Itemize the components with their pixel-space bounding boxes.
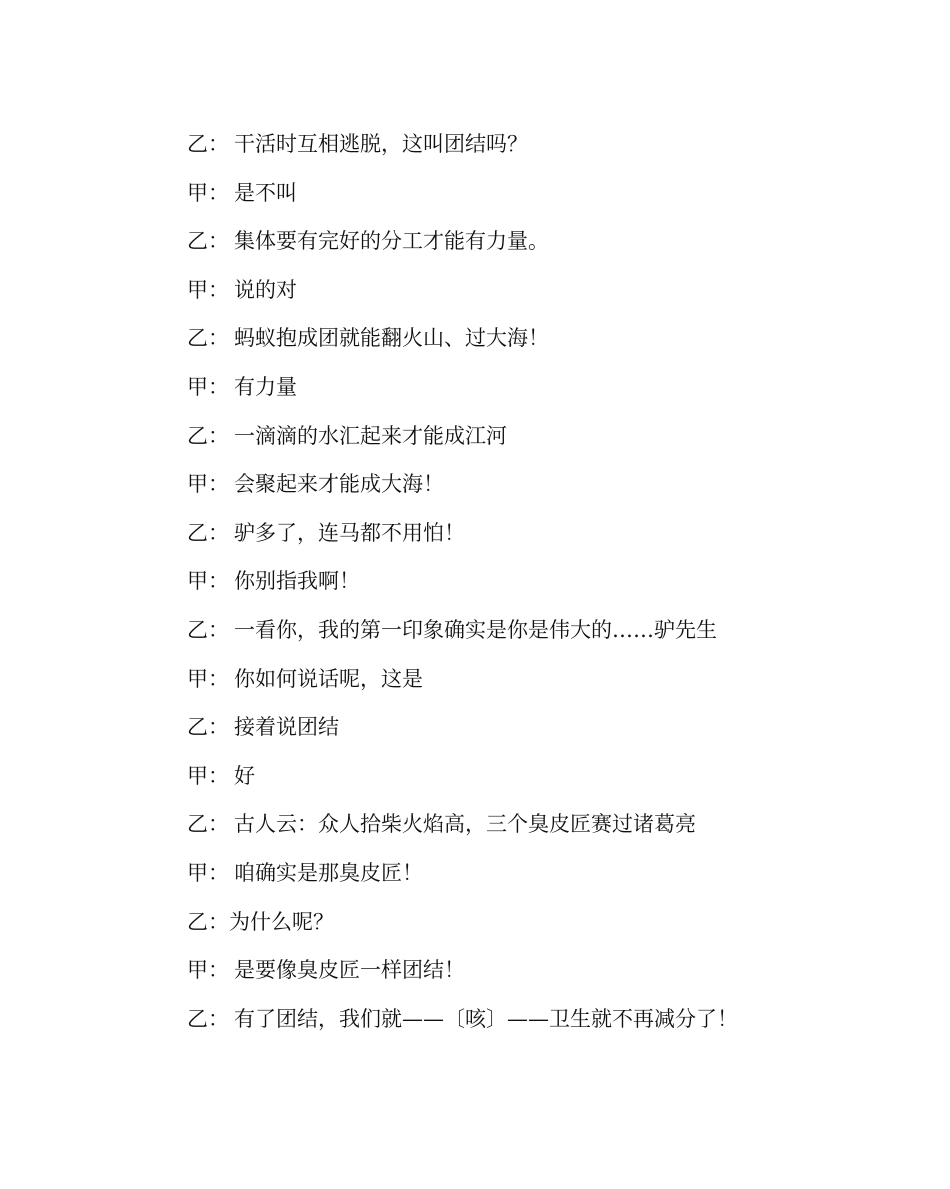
dialogue-line: [187, 320, 887, 369]
line-text: 接着说团结: [234, 715, 339, 740]
speaker-label: 乙：: [187, 423, 229, 448]
line-text: 说的对: [234, 277, 297, 302]
dialogue-line: [187, 952, 887, 1001]
dialogue-line: [187, 563, 887, 612]
line-text: 干活时互相逃脱，这叫团结吗？: [234, 132, 528, 156]
speaker-label: 甲：: [187, 472, 229, 497]
dialogue-line: [187, 855, 887, 904]
line-text: 为什么呢？: [229, 909, 334, 934]
dialogue-line: [187, 369, 887, 418]
speaker-label: 乙：: [187, 909, 229, 934]
dialogue-line: [187, 126, 887, 175]
speaker-label: 甲：: [187, 180, 229, 205]
line-text: 一看你，我的第一印象确实是你是伟大的……驴先生: [234, 617, 717, 642]
speaker-label: 乙：: [187, 812, 229, 837]
dialogue-line: [187, 223, 887, 272]
dialogue-line: [187, 904, 887, 953]
line-text: 是要像臭皮匠一样团结！: [234, 958, 465, 983]
dialogue-line: [187, 709, 887, 758]
speaker-label: 乙：: [187, 1006, 229, 1031]
speaker-label: 乙：: [187, 520, 229, 545]
dialogue-line: [187, 175, 887, 224]
speaker-label: 甲：: [187, 666, 229, 691]
dialogue-list: [187, 126, 887, 1049]
line-text: 好: [234, 763, 255, 788]
line-text: 有力量: [234, 374, 297, 399]
dialogue-line: [187, 758, 887, 807]
speaker-label: 乙：: [187, 229, 229, 254]
speaker-label: 乙：: [187, 715, 229, 740]
line-text: 会聚起来才能成大海！: [234, 472, 444, 497]
line-text: 集体要有完好的分工才能有力量。: [234, 229, 549, 254]
dialogue-line: [187, 515, 887, 564]
speaker-label: 乙：: [187, 326, 229, 351]
speaker-label: 甲：: [187, 958, 229, 983]
speaker-label: 乙：: [187, 617, 229, 642]
dialogue-line: [187, 661, 887, 710]
line-text: 你如何说话呢，这是: [234, 666, 423, 691]
line-text: 古人云：众人拾柴火焰高，三个臭皮匠赛过诸葛亮: [234, 812, 696, 837]
line-text: 一滴滴的水汇起来才能成江河: [234, 423, 507, 448]
line-text: 驴多了，连马都不用怕！: [234, 520, 465, 545]
line-text: 蚂蚁抱成团就能翻火山、过大海！: [234, 326, 549, 351]
dialogue-line: [187, 418, 887, 467]
speaker-label: 甲：: [187, 763, 229, 788]
line-text: 有了团结，我们就——〔咳〕——卫生就不再减分了！: [234, 1006, 738, 1031]
dialogue-line: [187, 612, 887, 661]
dialogue-line: [187, 806, 887, 855]
line-text: 你别指我啊！: [234, 569, 360, 594]
speaker-label: 甲：: [187, 277, 229, 302]
speaker-label: 甲：: [187, 860, 229, 885]
dialogue-line: [187, 466, 887, 515]
dialogue-line: [187, 1001, 887, 1050]
line-text: 咱确实是那臭皮匠！: [234, 860, 423, 885]
dialogue-line: [187, 272, 887, 321]
speaker-label: 甲：: [187, 374, 229, 399]
speaker-label: 甲：: [187, 569, 229, 594]
speaker-label: 乙：: [187, 132, 229, 156]
line-text: 是不叫: [234, 180, 297, 205]
